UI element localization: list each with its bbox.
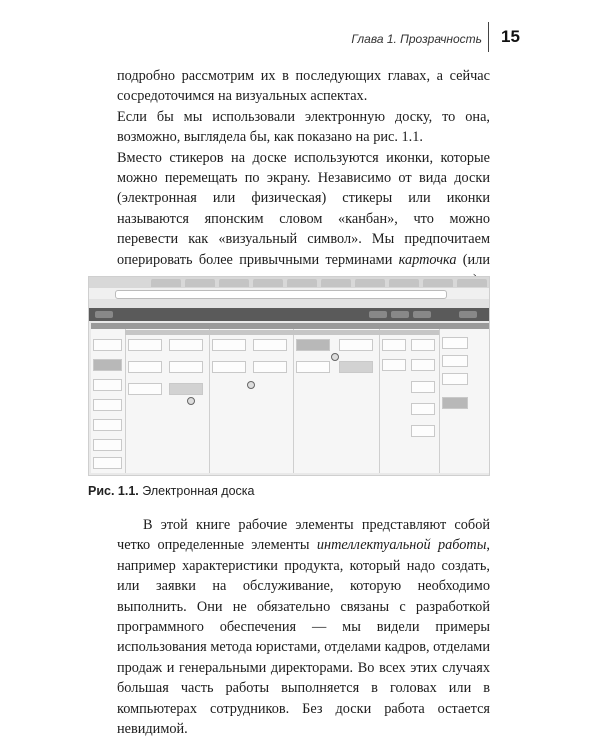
blocker-icon xyxy=(331,353,339,361)
work-card xyxy=(253,339,287,351)
work-card xyxy=(411,359,435,371)
work-card xyxy=(128,361,162,373)
browser-tabs xyxy=(89,277,489,288)
work-card xyxy=(382,359,406,371)
work-card xyxy=(253,361,287,373)
work-card xyxy=(442,373,468,385)
toolbar-button xyxy=(369,311,387,318)
figure-caption xyxy=(88,484,255,498)
work-card xyxy=(128,383,162,395)
work-card xyxy=(296,339,330,351)
body-text-bottom xyxy=(117,515,490,739)
work-card xyxy=(442,397,468,409)
work-card xyxy=(93,439,122,451)
user-menu xyxy=(459,311,477,318)
work-card xyxy=(169,383,203,395)
lane-header xyxy=(209,323,293,329)
term-knowledge-work: интеллектуальной работы xyxy=(316,537,487,554)
paragraph: Если бы мы использовали электронную доску, то она, возможно, выглядела бы, как показано на рис. 1.1. xyxy=(117,108,490,146)
chapter-title: Глава 1. Прозрачность xyxy=(351,32,482,46)
blocker-icon xyxy=(187,397,195,405)
work-card xyxy=(93,359,122,371)
app-toolbar xyxy=(89,308,489,321)
work-card xyxy=(93,399,122,411)
work-card xyxy=(411,425,435,437)
figure-label: Рис. 1.1. xyxy=(88,484,139,498)
lane-test xyxy=(293,323,380,473)
blocker-icon xyxy=(247,381,255,389)
browser-tab xyxy=(389,279,419,287)
work-card xyxy=(411,339,435,351)
work-card xyxy=(411,403,435,415)
work-card xyxy=(382,339,406,351)
lane-header xyxy=(125,323,209,329)
work-card xyxy=(212,361,246,373)
work-card xyxy=(128,339,162,351)
work-card xyxy=(339,339,373,351)
work-card xyxy=(442,355,468,367)
browser-tab xyxy=(457,279,487,287)
lane-subheader xyxy=(209,330,293,335)
term-or-ticket: (или xyxy=(456,251,490,268)
browser-tab xyxy=(219,279,249,287)
board-selector xyxy=(95,311,113,318)
toolbar-button xyxy=(391,311,409,318)
browser-tab xyxy=(185,279,215,287)
work-card xyxy=(339,361,373,373)
lane-header xyxy=(439,323,489,329)
paragraph-continuation: подробно рассмотрим их в последующих главах, а сейчас сосредоточимся на визуальных аспектах. xyxy=(117,68,490,105)
header-divider xyxy=(488,22,489,52)
lane-subheader xyxy=(293,330,379,335)
paragraph-start: В этой книге рабочие элементы представляют собой четко определенные элементы xyxy=(117,517,490,554)
work-card xyxy=(169,339,203,351)
lane-header xyxy=(293,323,379,329)
url-field xyxy=(115,290,447,299)
lane-proposed xyxy=(91,323,126,473)
figure-caption-text: Электронная доска xyxy=(138,484,255,498)
lane-subheader xyxy=(379,330,439,335)
board-lanes xyxy=(91,323,489,473)
work-card xyxy=(93,339,122,351)
lane-validated xyxy=(439,323,489,473)
lane-delivery xyxy=(379,323,440,473)
lane-subheader xyxy=(125,330,209,335)
lane-header xyxy=(379,323,439,329)
paragraph-kanban-text: Вместо стикеров на доске используются иконки, которые можно перемещать по экрану. Независимо от вида доски (электронная или физическая) стикеры или иконки называются японским словом «канбан», что можно перевести как «визуальный символ». Мы предпочитаем оперировать более привычными терминами xyxy=(117,149,490,268)
kanban-board-screenshot xyxy=(88,276,490,476)
browser-tab xyxy=(253,279,283,287)
browser-tab xyxy=(321,279,351,287)
work-card xyxy=(93,419,122,431)
running-header xyxy=(0,22,600,58)
work-card xyxy=(93,379,122,391)
browser-tab xyxy=(423,279,453,287)
work-card xyxy=(93,457,122,469)
browser-tab xyxy=(151,279,181,287)
paragraph-work-items xyxy=(117,515,490,739)
browser-tab xyxy=(287,279,317,287)
lane-committed xyxy=(125,323,210,473)
browser-tab xyxy=(355,279,385,287)
work-card xyxy=(442,337,468,349)
page-number: 15 xyxy=(501,27,520,46)
toolbar-button xyxy=(413,311,431,318)
work-card xyxy=(411,381,435,393)
lane-header xyxy=(91,323,125,329)
term-card: карточка xyxy=(398,251,457,268)
work-card xyxy=(169,361,203,373)
lane-build xyxy=(209,323,294,473)
work-card xyxy=(212,339,246,351)
paragraph-rest: , например характеристики продукта, который надо создать, или заявки на обслуживание, которую необходимо выполнить. Они не обязательно связаны с разработкой программного обеспечения — мы видели примеры использования метода юристами, отделами кадров, отделами продаж и генеральными директорами. Во всех этих случаях большая часть работы выполняется в головах или в компьютерах сотрудников. Без доски работа остается невидимой. xyxy=(117,537,490,738)
work-card xyxy=(296,361,330,373)
